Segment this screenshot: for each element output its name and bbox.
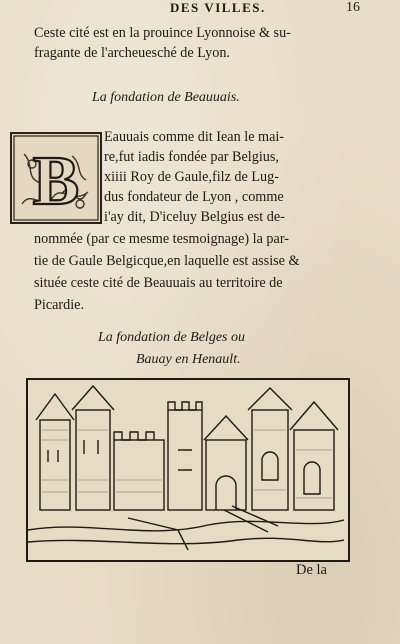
text-line: Picardie. — [34, 297, 85, 313]
text-line: xiiii Roy de Gaule,filz de Lug- — [104, 169, 279, 185]
text-line: tie de Gaule Belgicque,en laquelle est assise & — [34, 253, 300, 269]
woodcut-city-illustration — [26, 378, 350, 562]
text-line: fragante de l'archeuesché de Lyon. — [34, 45, 230, 61]
city-woodcut-icon — [28, 380, 344, 556]
text-line: Ceste cité est en la prouince Lyonnoise & su- — [34, 25, 291, 41]
section-subtitle-belges: Bauay en Henault. — [136, 352, 241, 367]
drop-cap-letter: B — [32, 143, 80, 220]
text-line: dus fondateur de Lyon , comme — [104, 189, 284, 205]
page-number: 16 — [346, 0, 360, 15]
text-line: située ceste cité de Beauuais au territoire de — [34, 275, 283, 291]
section-title-belges: La fondation de Belges ou — [98, 330, 245, 345]
decorated-initial — [10, 132, 102, 224]
text-line: Eauuais comme dit Iean le mai- — [104, 129, 285, 145]
drop-cap-ornament-icon — [12, 134, 100, 222]
text-line: i'ay dit, D'iceluy Belgius est de- — [104, 209, 285, 225]
text-line: nommée (par ce mesme tesmoignage) la par- — [34, 231, 289, 247]
section-title-beauvais: La fondation de Beauuais. — [92, 90, 240, 105]
running-title: DES VILLES. — [170, 0, 266, 15]
catchword: De la — [296, 562, 327, 578]
text-line: re,fut iadis fondée par Belgius, — [104, 149, 279, 165]
